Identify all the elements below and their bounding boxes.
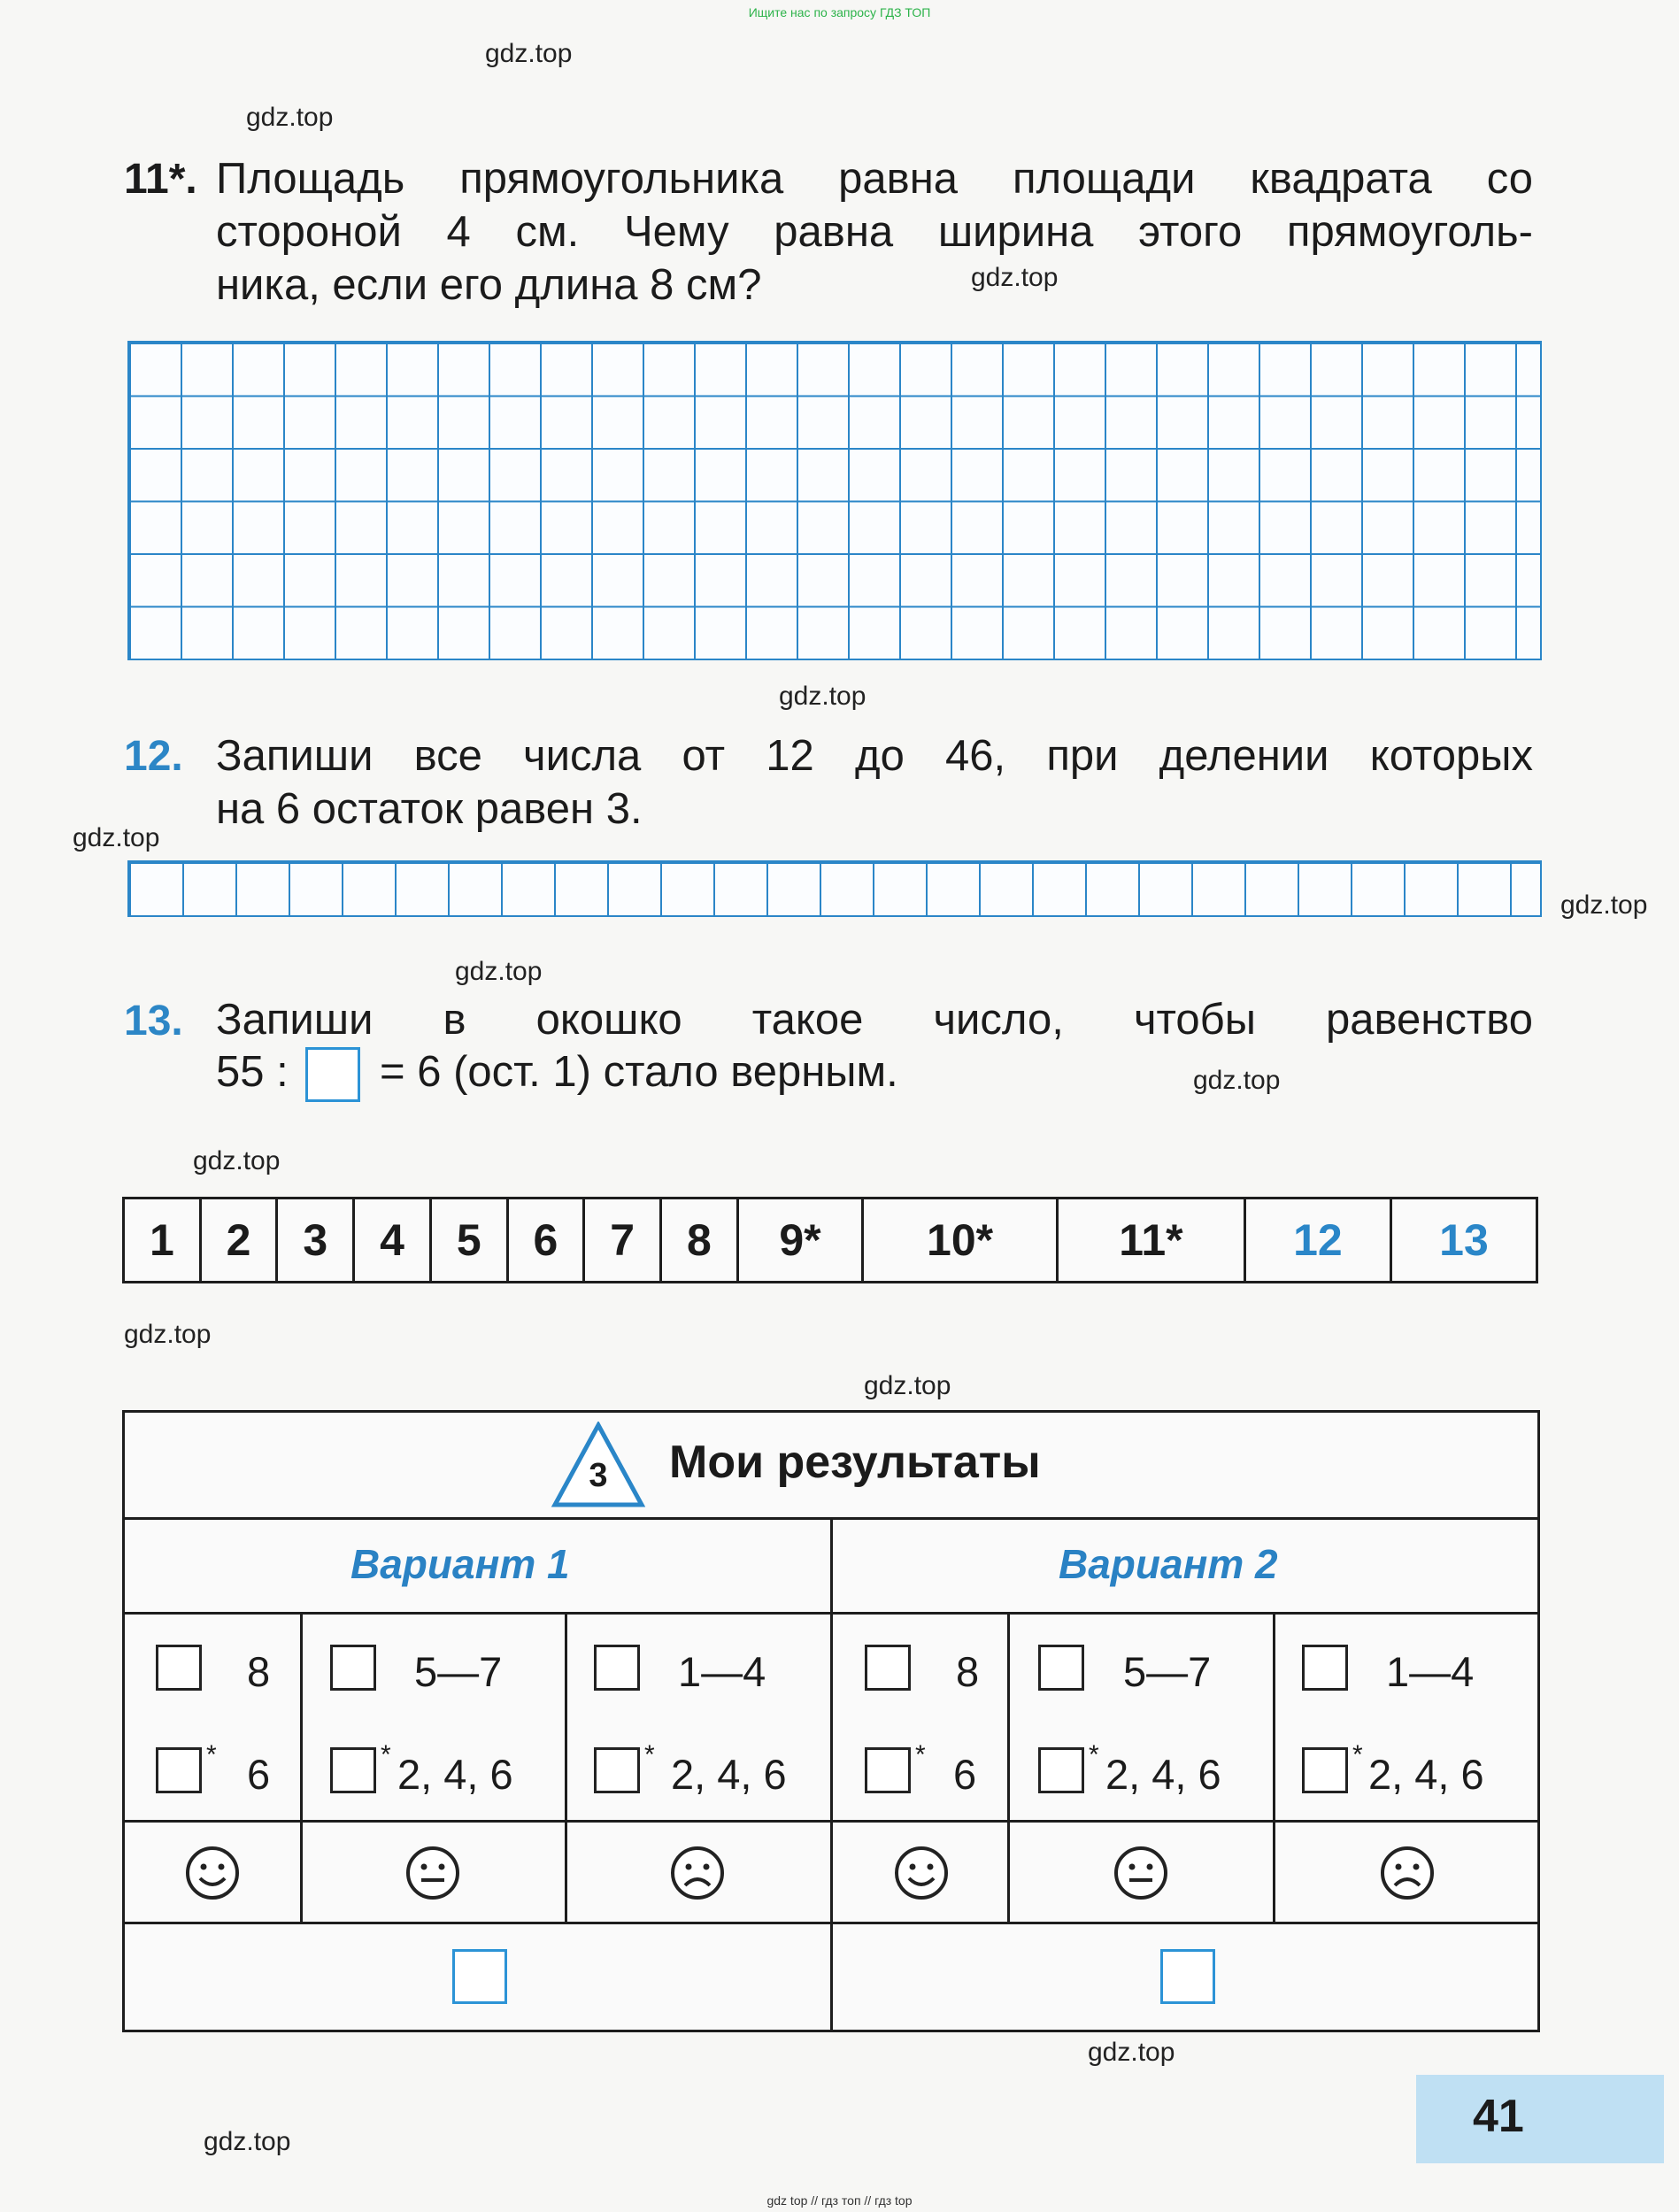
progress-cell[interactable]: 12 — [1244, 1198, 1390, 1283]
smiling-face-icon[interactable] — [184, 1845, 241, 1901]
star-mark: * — [1352, 1740, 1363, 1769]
task-11-line: Площадь прямоугольника равна площади квадрата со — [216, 155, 1533, 203]
progress-cell[interactable]: 3 — [277, 1198, 354, 1283]
answer-strip-12[interactable] — [127, 860, 1542, 917]
checkbox[interactable] — [1038, 1645, 1084, 1691]
checkbox[interactable] — [156, 1645, 202, 1691]
progress-row — [122, 1197, 1538, 1283]
checkbox[interactable] — [1302, 1747, 1348, 1793]
score-tasks: 6 — [247, 1751, 271, 1798]
checkbox[interactable] — [156, 1747, 202, 1793]
score-tasks: 2, 4, 6 — [397, 1751, 513, 1798]
star-mark: * — [206, 1740, 217, 1769]
score-range: 8 — [247, 1648, 271, 1695]
final-score-box-variant-1[interactable] — [452, 1949, 507, 2004]
checkbox[interactable] — [1038, 1747, 1084, 1793]
watermark: gdz.top — [455, 957, 543, 986]
checkbox[interactable] — [330, 1645, 376, 1691]
task-11-text — [216, 152, 1533, 312]
watermark: gdz.top — [246, 103, 334, 132]
task-12-text — [216, 729, 1533, 836]
page-number: 41 — [1473, 2091, 1524, 2142]
score-range: 8 — [956, 1648, 980, 1695]
progress-cell[interactable]: 11* — [1057, 1198, 1244, 1283]
neutral-face-icon[interactable] — [404, 1845, 461, 1901]
score-tasks: 6 — [953, 1751, 977, 1798]
sad-face-icon[interactable] — [669, 1845, 726, 1901]
progress-cell[interactable]: 7 — [584, 1198, 661, 1283]
score-range: 1—4 — [1386, 1648, 1475, 1695]
task-13-line-1 — [216, 993, 1533, 1046]
progress-cell[interactable]: 6 — [507, 1198, 584, 1283]
divider — [125, 1922, 1537, 1924]
top-banner: Ищите нас по запросу ГДЗ ТОП — [748, 5, 931, 19]
task-11-line: стороной 4 см. Чему равна ширина этого прямоуголь- — [216, 208, 1533, 256]
progress-cell[interactable]: 4 — [354, 1198, 431, 1283]
divider — [1007, 1612, 1010, 1922]
score-tasks: 2, 4, 6 — [1105, 1751, 1221, 1798]
watermark: gdz.top — [864, 1371, 951, 1400]
star-mark: * — [644, 1740, 655, 1769]
progress-cell[interactable]: 13 — [1390, 1198, 1537, 1283]
progress-cell[interactable]: 2 — [200, 1198, 277, 1283]
answer-box-13[interactable] — [305, 1047, 360, 1102]
score-range: 5—7 — [414, 1648, 503, 1695]
checkbox[interactable] — [594, 1645, 640, 1691]
watermark: gdz.top — [1088, 2038, 1175, 2067]
checkbox[interactable] — [865, 1645, 911, 1691]
neutral-face-icon[interactable] — [1113, 1845, 1169, 1901]
watermark: gdz.top — [1193, 1066, 1281, 1095]
score-range: 1—4 — [678, 1648, 766, 1695]
results-table — [122, 1410, 1540, 2032]
checkbox[interactable] — [594, 1747, 640, 1793]
answer-grid-11[interactable] — [127, 341, 1542, 660]
variant-1-label: Вариант 1 — [350, 1541, 570, 1587]
watermark: gdz.top — [779, 682, 866, 711]
page-number-tab — [1416, 2075, 1664, 2163]
divider — [125, 1612, 1537, 1615]
task-12-line: на 6 остаток равен 3. — [216, 785, 643, 833]
task-11-line: ника, если его длина 8 см? — [216, 261, 762, 309]
progress-cell[interactable]: 8 — [661, 1198, 738, 1283]
star-mark: * — [915, 1740, 926, 1769]
watermark: gdz.top — [485, 39, 573, 68]
bottom-banner: gdz top // гдз топ // гдз top — [766, 2193, 913, 2208]
task-13-expression — [216, 1045, 898, 1102]
watermark: gdz.top — [204, 2127, 291, 2156]
final-score-box-variant-2[interactable] — [1160, 1949, 1215, 2004]
checkbox[interactable] — [1302, 1645, 1348, 1691]
checkbox[interactable] — [330, 1747, 376, 1793]
watermark: gdz.top — [124, 1320, 212, 1349]
score-range: 5—7 — [1123, 1648, 1212, 1695]
watermark: gdz.top — [193, 1146, 281, 1175]
divider — [300, 1612, 303, 1922]
checkbox[interactable] — [865, 1747, 911, 1793]
smiling-face-icon[interactable] — [893, 1845, 950, 1901]
watermark: gdz.top — [1560, 890, 1648, 920]
task-13-number: 13. — [124, 998, 183, 1044]
expression-right: = 6 (ост. 1) стало верным. — [379, 1048, 898, 1096]
score-tasks: 2, 4, 6 — [671, 1751, 787, 1798]
task-12-line: Запиши все числа от 12 до 46, при делении которых — [216, 732, 1533, 780]
triangle-number: 3 — [589, 1457, 608, 1494]
progress-cell[interactable]: 5 — [430, 1198, 507, 1283]
expression-left: 55 : — [216, 1048, 289, 1096]
progress-cell[interactable]: 9* — [737, 1198, 862, 1283]
progress-cell[interactable]: 10* — [863, 1198, 1058, 1283]
watermark: gdz.top — [73, 823, 160, 852]
divider — [565, 1612, 567, 1922]
divider — [830, 1517, 833, 2030]
divider — [125, 1820, 1537, 1823]
star-mark: * — [381, 1740, 391, 1769]
results-title: Мои результаты — [669, 1437, 1041, 1488]
divider — [1273, 1612, 1275, 1922]
task-11-number: 11*. — [124, 156, 197, 203]
star-mark: * — [1089, 1740, 1099, 1769]
score-tasks: 2, 4, 6 — [1368, 1751, 1484, 1798]
variant-2-label: Вариант 2 — [1059, 1541, 1278, 1587]
watermark: gdz.top — [971, 263, 1059, 292]
progress-cell[interactable]: 1 — [124, 1198, 201, 1283]
task-12-number: 12. — [124, 733, 183, 780]
task-13-line: Запиши в окошко такое число, чтобы равенство — [216, 996, 1533, 1044]
sad-face-icon[interactable] — [1379, 1845, 1436, 1901]
